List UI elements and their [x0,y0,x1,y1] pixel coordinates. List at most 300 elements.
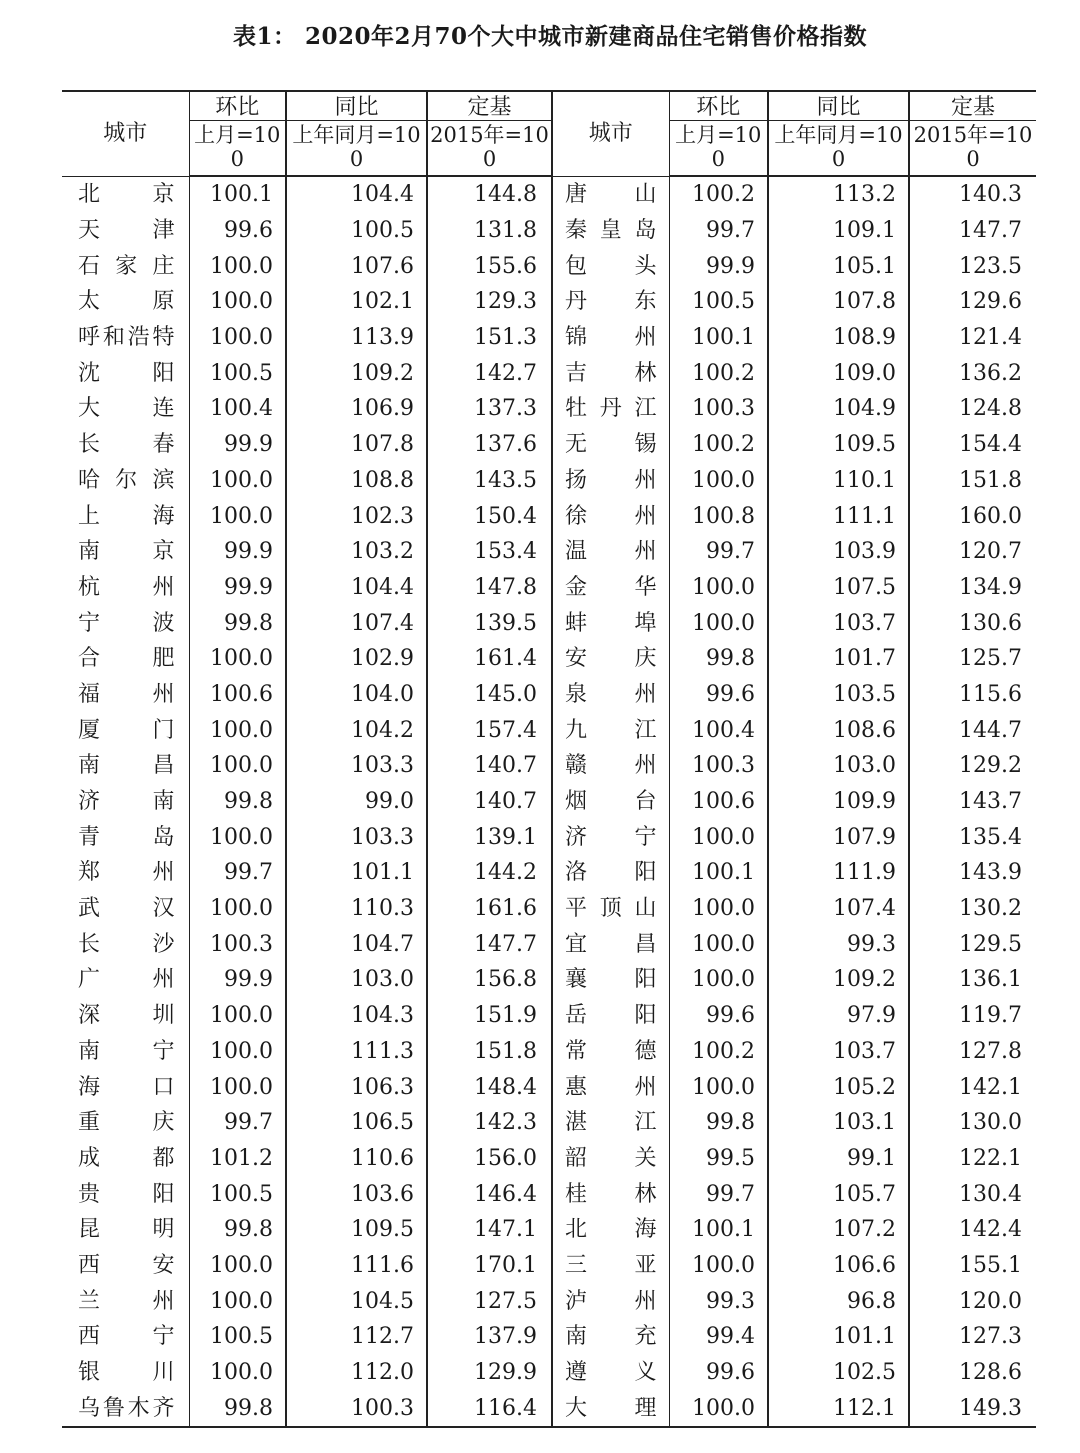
dj-cell: 155.6 [427,248,552,284]
dj-cell: 140.7 [427,748,552,784]
dj-cell: 144.8 [427,176,552,213]
tb-cell-right: 110.1 [768,463,909,499]
city-cell: 沈阳 [62,355,189,391]
hb-cell-right: 100.3 [669,391,768,427]
tb-cell: 103.0 [286,962,427,998]
dj-cell-right: 130.0 [959,1110,1022,1136]
city-cell-right: 扬州 [552,463,669,499]
dj-cell-right: 142.1 [959,1074,1022,1100]
city-cell: 天津 [62,213,189,249]
hb-cell-right: 100.0 [669,1248,768,1284]
city-cell-right: 丹东 [552,284,669,320]
dj-cell-right: 129.5 [959,931,1022,957]
dj-cell-right: 115.6 [959,681,1022,707]
dj-cell: 137.6 [427,427,552,463]
city-cell: 兰州 [62,1283,189,1319]
dj-cell-right: 134.9 [959,574,1022,600]
table-row [62,1141,1036,1177]
tb-cell-right: 101.1 [768,1319,909,1355]
hb-cell: 100.0 [189,1069,286,1105]
city-cell-right: 安庆 [552,641,669,677]
dj-cell: 147.7 [427,926,552,962]
tb-cell-right: 96.8 [768,1283,909,1319]
dj-cell: 157.4 [427,712,552,748]
city-cell-right: 洛阳 [552,855,669,891]
dj-cell: 156.0 [427,1141,552,1177]
hb-cell: 99.6 [189,213,286,249]
tb-cell: 110.3 [286,891,427,927]
dj-cell-right: 149.3 [909,1390,1036,1427]
hb-base-header: 上月=100 [189,121,286,177]
dj-cell: 137.9 [427,1319,552,1355]
hb-base-header-right: 上月=100 [669,121,768,177]
tb-cell: 99.0 [286,784,427,820]
hb-cell: 100.0 [189,463,286,499]
city-cell: 西宁 [62,1319,189,1355]
hb-cell: 101.2 [189,1141,286,1177]
city-cell-right: 包头 [552,248,669,284]
hb-cell: 100.0 [189,712,286,748]
hb-cell-right: 99.7 [669,213,768,249]
hb-cell: 99.9 [189,534,286,570]
dj-cell-right: 151.8 [959,467,1022,493]
tb-group-header-right: 同比 [768,91,909,121]
hb-cell: 100.3 [189,926,286,962]
hb-cell-right: 100.2 [669,355,768,391]
hb-cell: 100.5 [189,355,286,391]
hb-cell: 100.0 [189,1355,286,1391]
hb-cell-right: 100.3 [669,748,768,784]
tb-cell-right: 103.7 [768,1034,909,1070]
tb-cell-right: 103.9 [768,534,909,570]
city-cell-right: 蚌埠 [552,605,669,641]
dj-cell-right: 120.0 [959,1288,1022,1314]
dj-cell-right: 135.4 [959,824,1022,850]
table-row [62,712,1036,748]
hb-cell: 99.9 [189,427,286,463]
hb-cell-right: 100.2 [669,1034,768,1070]
hb-cell: 100.0 [189,498,286,534]
table-row [62,1283,1036,1319]
city-cell-right: 徐州 [552,498,669,534]
hb-group-header-right: 环比 [669,91,768,121]
hb-cell: 100.0 [189,1034,286,1070]
hb-cell-right: 100.1 [669,320,768,356]
tb-cell-right: 108.9 [768,320,909,356]
tb-cell: 106.3 [286,1069,427,1105]
dj-cell: 131.8 [427,213,552,249]
dj-base-header: 2015年=100 [427,121,552,177]
tb-cell-right: 111.9 [768,855,909,891]
city-cell: 长沙 [62,926,189,962]
city-cell-right: 大理 [552,1390,669,1427]
dj-cell: 127.5 [427,1283,552,1319]
hb-cell: 100.6 [189,677,286,713]
city-cell-right: 锦州 [552,320,669,356]
city-cell: 南宁 [62,1034,189,1070]
tb-cell-right: 107.8 [768,284,909,320]
table-row [62,176,1036,213]
city-cell: 哈尔滨 [62,463,189,499]
hb-cell-right: 100.8 [669,498,768,534]
tb-cell-right: 109.2 [768,962,909,998]
tb-cell: 104.3 [286,998,427,1034]
city-column-header-right: 城市 [552,91,669,176]
hb-cell-right: 100.5 [669,284,768,320]
tb-cell-right: 109.5 [768,427,909,463]
tb-cell: 103.3 [286,748,427,784]
hb-cell-right: 100.0 [669,1069,768,1105]
dj-cell: 161.4 [427,641,552,677]
hb-cell: 100.5 [189,1176,286,1212]
city-cell: 贵阳 [62,1176,189,1212]
city-cell-right: 遵义 [552,1355,669,1391]
hb-cell-right: 99.6 [669,998,768,1034]
table-row [62,355,1036,391]
table-row [62,463,1036,499]
city-cell-right: 惠州 [552,1069,669,1105]
table-row [62,1355,1036,1391]
dj-cell-right: 142.4 [959,1217,1022,1243]
dj-cell-right: 136.2 [959,360,1022,386]
city-cell: 北京 [62,176,189,213]
city-column-header: 城市 [62,91,189,176]
tb-cell: 100.5 [286,213,427,249]
dj-cell-right: 122.1 [959,1145,1022,1171]
tb-cell-right: 105.2 [768,1069,909,1105]
tb-cell-right: 103.1 [768,1105,909,1141]
city-cell: 石家庄 [62,248,189,284]
city-cell-right: 温州 [552,534,669,570]
dj-cell-right: 123.5 [959,253,1022,279]
city-cell-right: 金华 [552,570,669,606]
dj-group-header-right: 定基 [909,91,1036,121]
city-cell-right: 赣州 [552,748,669,784]
hb-cell-right: 99.9 [669,248,768,284]
hb-cell: 100.0 [189,1283,286,1319]
hb-cell-right: 100.1 [669,855,768,891]
tb-cell-right: 105.1 [768,248,909,284]
city-cell-right: 牡丹江 [552,391,669,427]
table-body [62,176,1036,1427]
dj-cell: 170.1 [427,1248,552,1284]
price-index-table [62,90,1036,1428]
tb-cell: 102.9 [286,641,427,677]
table-row [62,677,1036,713]
tb-cell: 109.2 [286,355,427,391]
city-cell: 杭州 [62,570,189,606]
tb-cell-right: 107.2 [768,1212,909,1248]
city-cell: 郑州 [62,855,189,891]
city-cell-right: 唐山 [552,176,669,213]
tb-cell-right: 109.1 [768,213,909,249]
hb-cell-right: 100.2 [669,427,768,463]
tb-cell: 109.5 [286,1212,427,1248]
city-cell-right: 九江 [552,712,669,748]
tb-cell-right: 99.1 [768,1141,909,1177]
dj-cell-right: 127.8 [959,1038,1022,1064]
dj-cell: 142.3 [427,1105,552,1141]
dj-cell: 139.5 [427,605,552,641]
tb-cell: 110.6 [286,1141,427,1177]
table-row [62,1069,1036,1105]
dj-cell-right: 130.6 [959,610,1022,636]
tb-cell: 100.3 [286,1390,427,1427]
table-row [62,1248,1036,1284]
table-row [62,213,1036,249]
hb-cell: 100.1 [189,176,286,213]
hb-cell-right: 99.8 [669,1105,768,1141]
tb-cell: 107.4 [286,605,427,641]
dj-cell: 161.6 [427,891,552,927]
tb-cell: 104.4 [286,176,427,213]
hb-cell-right: 99.7 [669,1176,768,1212]
dj-cell-right: 130.4 [959,1181,1022,1207]
hb-cell-right: 100.4 [669,712,768,748]
table-row [62,962,1036,998]
dj-cell-right: 127.3 [959,1324,1022,1350]
tb-cell-right: 103.0 [768,748,909,784]
tb-cell: 112.0 [286,1355,427,1391]
table-header [62,91,1036,176]
hb-cell: 99.7 [189,1105,286,1141]
city-cell: 青岛 [62,819,189,855]
tb-cell: 103.2 [286,534,427,570]
dj-cell-right: 128.6 [959,1360,1022,1386]
tb-base-header: 上年同月=100 [286,121,427,177]
city-cell-right: 桂林 [552,1176,669,1212]
dj-cell: 147.1 [427,1212,552,1248]
tb-cell: 104.4 [286,570,427,606]
hb-cell-right: 99.5 [669,1141,768,1177]
city-cell: 海口 [62,1069,189,1105]
city-cell-right: 北海 [552,1212,669,1248]
city-cell: 乌鲁木齐 [62,1390,189,1427]
tb-cell-right: 107.9 [768,819,909,855]
hb-cell-right: 99.6 [669,677,768,713]
city-cell-right: 秦皇岛 [552,213,669,249]
table-row [62,1319,1036,1355]
city-cell-right: 吉林 [552,355,669,391]
table-row [62,748,1036,784]
tb-cell-right: 112.1 [768,1390,909,1427]
hb-cell: 100.0 [189,320,286,356]
table-row [62,784,1036,820]
city-cell-right: 泉州 [552,677,669,713]
city-cell: 大连 [62,391,189,427]
city-cell-right: 湛江 [552,1105,669,1141]
dj-cell-right: 125.7 [959,646,1022,672]
city-cell-right: 烟台 [552,784,669,820]
city-cell: 太原 [62,284,189,320]
hb-cell: 100.0 [189,1248,286,1284]
table-row [62,1105,1036,1141]
tb-cell-right: 102.5 [768,1355,909,1391]
city-cell-right: 岳阳 [552,998,669,1034]
tb-cell: 101.1 [286,855,427,891]
dj-cell: 148.4 [427,1069,552,1105]
table-row [62,1390,1036,1427]
dj-cell-right: 129.6 [959,289,1022,315]
hb-cell-right: 100.0 [669,926,768,962]
dj-cell: 142.7 [427,355,552,391]
hb-cell-right: 99.8 [669,641,768,677]
city-cell-right: 济宁 [552,819,669,855]
hb-cell: 99.9 [189,570,286,606]
tb-cell: 107.8 [286,427,427,463]
city-cell: 合肥 [62,641,189,677]
tb-cell-right: 103.7 [768,605,909,641]
city-cell: 银川 [62,1355,189,1391]
table-row [62,855,1036,891]
hb-cell-right: 100.1 [669,1212,768,1248]
city-cell-right: 宜昌 [552,926,669,962]
city-cell-right: 常德 [552,1034,669,1070]
tb-group-header: 同比 [286,91,427,121]
city-cell: 长春 [62,427,189,463]
table-row [62,891,1036,927]
dj-cell-right: 147.7 [959,218,1022,244]
tb-base-header-right: 上年同月=100 [768,121,909,177]
city-cell: 呼和浩特 [62,320,189,356]
tb-cell: 106.9 [286,391,427,427]
table-row [62,534,1036,570]
dj-group-header: 定基 [427,91,552,121]
hb-cell-right: 100.0 [669,891,768,927]
hb-cell-right: 100.0 [669,1390,768,1427]
tb-cell: 104.5 [286,1283,427,1319]
city-cell: 上海 [62,498,189,534]
hb-cell: 100.0 [189,748,286,784]
city-cell: 深圳 [62,998,189,1034]
tb-cell-right: 109.9 [768,784,909,820]
city-cell: 南昌 [62,748,189,784]
tb-cell-right: 106.6 [768,1248,909,1284]
dj-cell-right: 160.0 [959,503,1022,529]
city-cell: 昆明 [62,1212,189,1248]
city-cell: 重庆 [62,1105,189,1141]
tb-cell-right: 108.6 [768,712,909,748]
dj-cell: 146.4 [427,1176,552,1212]
dj-cell: 147.8 [427,570,552,606]
dj-cell: 151.9 [427,998,552,1034]
table-row [62,320,1036,356]
dj-cell: 116.4 [427,1390,552,1427]
dj-cell: 144.2 [427,855,552,891]
hb-cell: 100.0 [189,819,286,855]
dj-cell: 140.7 [427,784,552,820]
tb-cell-right: 105.7 [768,1176,909,1212]
hb-cell: 99.8 [189,605,286,641]
tb-cell: 103.6 [286,1176,427,1212]
tb-cell: 104.0 [286,677,427,713]
tb-cell-right: 104.9 [768,391,909,427]
city-cell: 宁波 [62,605,189,641]
tb-cell: 112.7 [286,1319,427,1355]
table-row [62,1212,1036,1248]
tb-cell-right: 103.5 [768,677,909,713]
tb-cell-right: 113.2 [768,176,909,213]
tb-cell: 104.7 [286,926,427,962]
hb-cell-right: 100.0 [669,605,768,641]
dj-cell: 129.9 [427,1355,552,1391]
tb-cell-right: 101.7 [768,641,909,677]
hb-cell: 100.0 [189,891,286,927]
tb-cell-right: 107.5 [768,570,909,606]
city-cell-right: 襄阳 [552,962,669,998]
hb-cell-right: 100.0 [669,570,768,606]
dj-cell: 143.5 [427,463,552,499]
dj-cell-right: 136.1 [959,967,1022,993]
hb-cell: 100.0 [189,248,286,284]
city-cell: 成都 [62,1141,189,1177]
dj-cell-right: 124.8 [959,396,1022,422]
dj-cell-right: 130.2 [959,896,1022,922]
dj-cell: 151.3 [427,320,552,356]
table-row [62,570,1036,606]
table-row [62,1176,1036,1212]
tb-cell: 102.1 [286,284,427,320]
hb-cell: 99.8 [189,1212,286,1248]
dj-cell: 129.3 [427,284,552,320]
dj-cell: 156.8 [427,962,552,998]
table-row [62,926,1036,962]
hb-cell: 99.8 [189,1390,286,1427]
dj-cell-right: 120.7 [959,539,1022,565]
tb-cell: 111.3 [286,1034,427,1070]
hb-cell-right: 99.4 [669,1319,768,1355]
dj-cell-right: 143.7 [959,789,1022,815]
tb-cell: 103.3 [286,819,427,855]
dj-cell-right: 129.2 [959,753,1022,779]
hb-cell-right: 99.7 [669,534,768,570]
city-cell: 厦门 [62,712,189,748]
table-row [62,998,1036,1034]
hb-cell-right: 100.0 [669,819,768,855]
hb-cell: 99.8 [189,784,286,820]
hb-cell: 100.5 [189,1319,286,1355]
tb-cell-right: 97.9 [768,998,909,1034]
dj-cell-right: 143.9 [959,860,1022,886]
hb-group-header: 环比 [189,91,286,121]
tb-cell-right: 99.3 [768,926,909,962]
table-row [62,819,1036,855]
dj-cell: 145.0 [427,677,552,713]
city-cell: 济南 [62,784,189,820]
hb-cell-right: 100.6 [669,784,768,820]
hb-cell: 100.0 [189,284,286,320]
dj-cell: 150.4 [427,498,552,534]
hb-cell: 99.9 [189,962,286,998]
hb-cell-right: 100.0 [669,463,768,499]
dj-cell-right: 144.7 [959,717,1022,743]
dj-cell-right: 121.4 [959,325,1022,351]
city-cell-right: 南充 [552,1319,669,1355]
table-row [62,427,1036,463]
hb-cell-right: 99.6 [669,1355,768,1391]
table-row [62,1034,1036,1070]
dj-cell-right: 119.7 [959,1003,1022,1029]
table-row [62,248,1036,284]
table-row [62,605,1036,641]
tb-cell-right: 109.0 [768,355,909,391]
city-cell: 武汉 [62,891,189,927]
table-row [62,391,1036,427]
city-cell-right: 韶关 [552,1141,669,1177]
table-row [62,641,1036,677]
dj-cell-right: 154.4 [959,432,1022,458]
dj-cell: 137.3 [427,391,552,427]
